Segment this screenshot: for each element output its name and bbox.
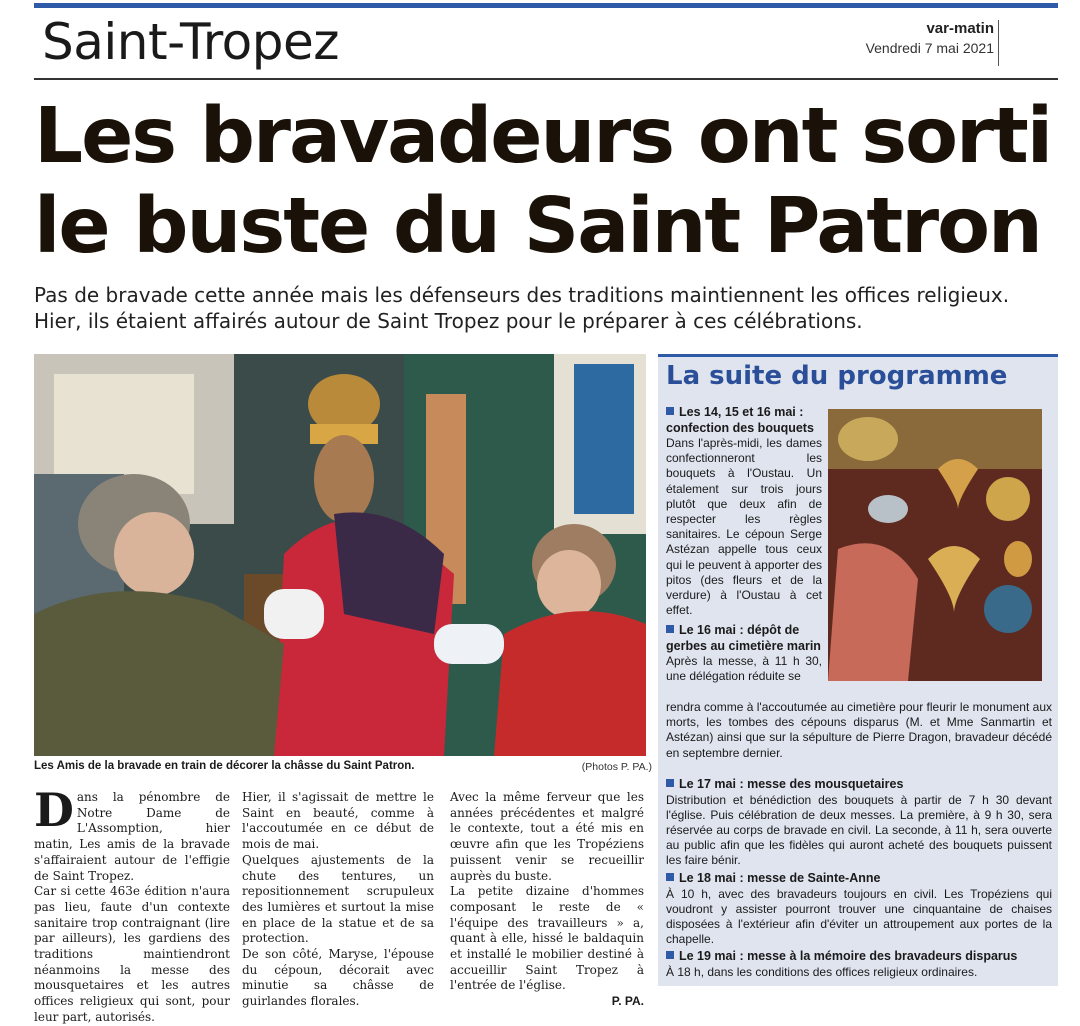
program-item-text: Dans l'après-midi, les dames confectionneront les bouquets à l'Oustau. Un étalement sur trois jours plutôt que deux afin de respecter les règles sanitaires. Le cépoun Serge Astézan appelle tous ceux qui le peuvent à apporter des pitos (des fleurs et de la verdure) à l'Oustau à cet effet. — [666, 436, 822, 618]
photo-caption: Les Amis de la bravade en train de décorer la châsse du Saint Patron. — [34, 760, 415, 772]
drop-cap: D — [34, 783, 74, 837]
program-item-text: À 18 h, dans les conditions des offices religieux ordinaires. — [666, 964, 978, 979]
program-item-heading: Le 19 mai : messe à la mémoire des bravadeurs disparus — [679, 949, 1018, 963]
program-item-text: rendra comme à l'accoutumée au cimetière pour fleurir le monument aux morts, les tombes des cépouns disparus (M. et Mme Sanmartin et Astézan) ainsi que sur la sépulture de Pierre Dragon, bravadeur décédé en septembre dernier. — [666, 700, 1052, 760]
header-rule — [34, 78, 1058, 80]
photo-credit: (Photos P. PA.) — [581, 761, 652, 773]
main-photo — [34, 354, 646, 756]
article-paragraph: Car si cette 463e édition n'aura pas lieu, faute d'un contexte sanitaire trop contraignant (lire par ailleurs), les gardiens des traditions maintiendront néanmoins la messe des mousquetaires et les autres offices religieux qui sont, pour leur part, autorisés. — [34, 884, 230, 1024]
program-item-cimetiere-continued — [666, 700, 1052, 761]
header-divider — [998, 20, 999, 66]
program-item-text: Distribution et bénédiction des bouquets à partir de 7 h 30 devant l'église. Puis célébration de deux messes. La première, à 9 h 30, sera réservée au corps de bravade en civil. La seconde, à 11 h, sera ouverte au public afin que les fidèles qui auront acheté des bouquets puissent les faire bénir. — [666, 792, 1052, 868]
program-item-mousquetaires — [666, 777, 1052, 869]
bullet-square-icon — [666, 779, 674, 787]
ex-voto-photo — [828, 409, 1042, 681]
article-paragraph: Quelques ajustements de la chute des tentures, un repositionnement scrupuleux des lumières et surtout la mise en place de la statue et de sa protection. — [242, 852, 434, 946]
program-item-cimetiere — [666, 623, 822, 684]
program-item-sainte-anne — [666, 871, 1052, 947]
section-title: Saint-Tropez — [42, 13, 340, 71]
program-item-heading: Le 17 mai : messe des mousquetaires — [679, 777, 904, 791]
program-item-heading: Le 16 mai : dépôt de gerbes au cimetière marin — [666, 623, 821, 653]
program-item-heading: Les 14, 15 et 16 mai : confection des bouquets — [666, 405, 814, 435]
headline-line-2: le buste du Saint Patron — [34, 182, 1041, 271]
sidebar-title: La suite du programme — [666, 361, 1008, 391]
article-paragraph: ans la pénombre de Notre Dame de L'Assomption, hier matin, Les amis de la bravade s'affairaient autour de l'effigie de Saint Tropez. — [34, 790, 230, 883]
program-item-heading: Le 18 mai : messe de Sainte-Anne — [679, 871, 881, 885]
article-paragraph: Avec la même ferveur que les années précédentes et malgré le contexte, tout a été mis en œuvre afin que les Tropéziens puissent venir se recueillir auprès du buste. — [450, 790, 644, 883]
program-item-memoire — [666, 949, 1052, 980]
article-column-1 — [34, 783, 230, 1026]
article-paragraph: La petite dizaine d'hommes composant le reste de « l'équipe des travailleurs » a, quant à elle, hissé le baldaquin et installé le mobilier destiné à accueillir Saint Tropez à l'entrée de l'église. — [450, 884, 644, 993]
newspaper-name: var-matin — [926, 20, 994, 37]
program-item-text: À 10 h, avec des bravadeurs toujours en civil. Les Tropéziens qui voudront y assister pourront trouver une cinquantaine de chaises disposées à l'extérieur afin d'éviter un attroupement aux portes de la chapelle. — [666, 886, 1052, 947]
author-signature: P. PA. — [611, 994, 644, 1009]
program-sidebar — [658, 354, 1058, 986]
article-column-3 — [450, 790, 644, 1010]
top-rule — [34, 3, 1058, 8]
bullet-square-icon — [666, 625, 674, 633]
article-column-2 — [242, 790, 434, 1010]
article-paragraph: De son côté, Maryse, l'épouse du cépoun, décorait avec minutie sa châsse de guirlandes florales. — [242, 947, 434, 1009]
bullet-square-icon — [666, 951, 674, 959]
publication-date: Vendredi 7 mai 2021 — [865, 40, 994, 56]
program-item-bouquets — [666, 405, 822, 618]
bullet-square-icon — [666, 407, 674, 415]
headline — [34, 92, 1058, 272]
standfirst: Pas de bravade cette année mais les défenseurs des traditions maintiennent les offices religieux. Hier, ils étaient affairés autour de Saint Tropez pour le préparer à ces célébrations. — [34, 283, 1010, 333]
article-paragraph: Hier, il s'agissait de mettre le Saint en beauté, comme à l'accoutumée en ce début de mois de mai. — [242, 790, 434, 852]
bullet-square-icon — [666, 873, 674, 881]
headline-line-1: Les bravadeurs ont sorti — [34, 92, 1052, 181]
program-item-text: Après la messe, à 11 h 30, une délégation réduite se — [666, 654, 822, 684]
